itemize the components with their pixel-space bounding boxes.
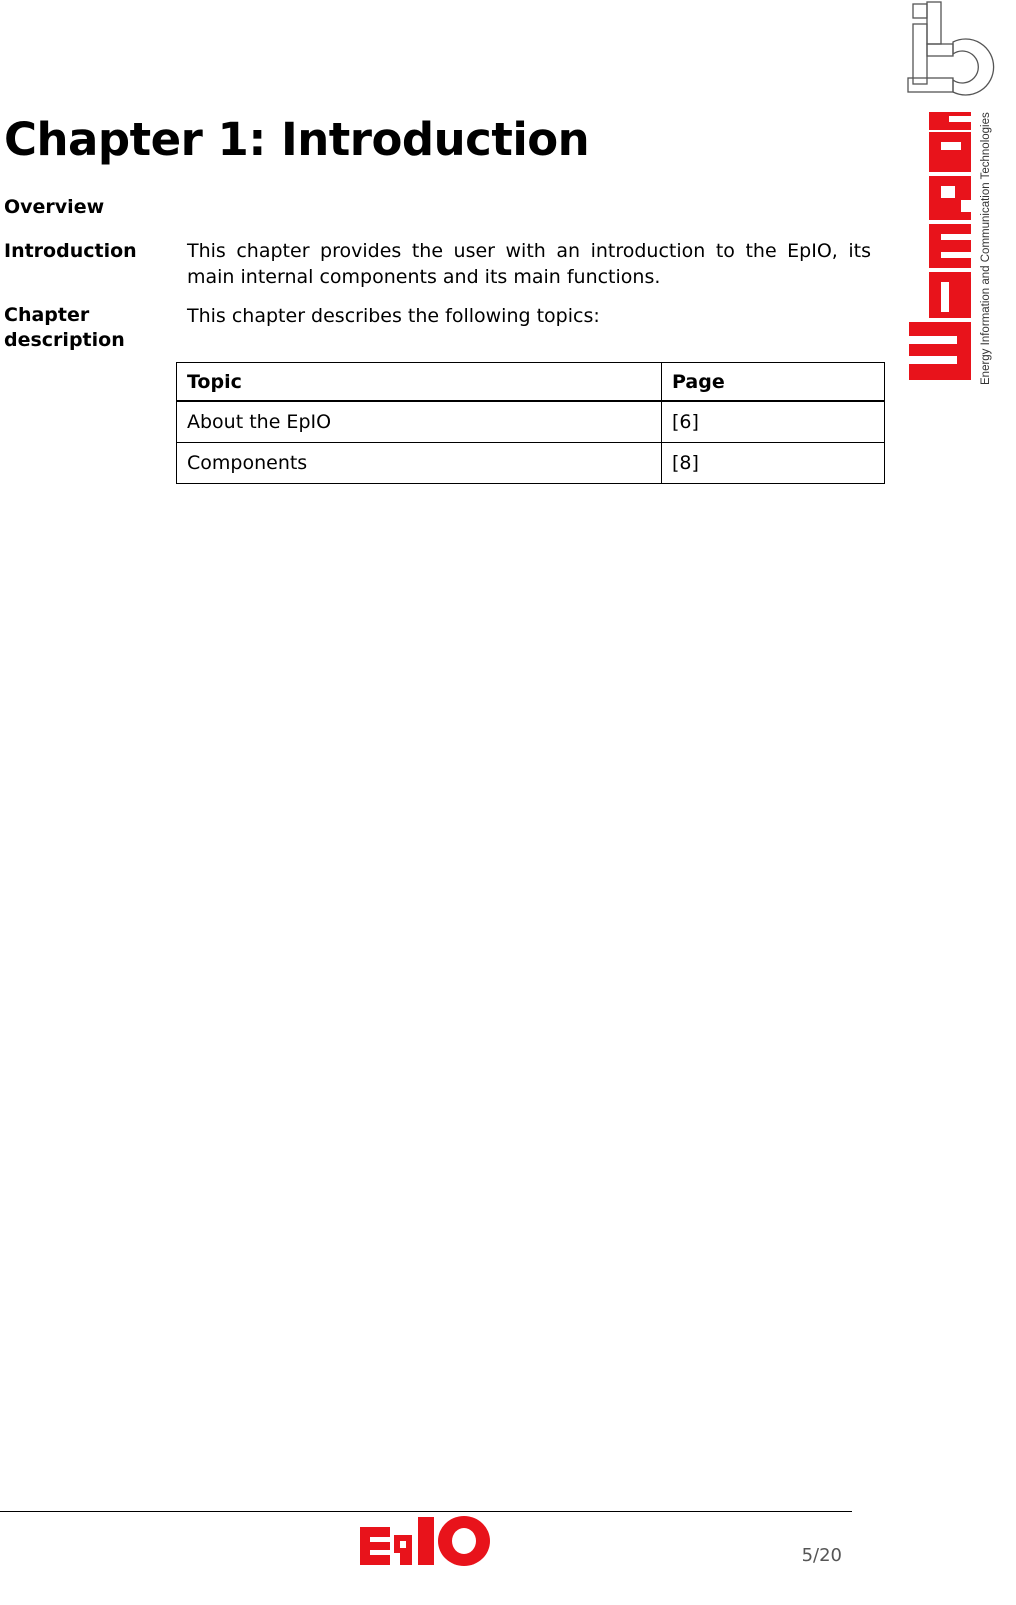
topics-table [176,362,885,484]
footer-divider [0,1511,852,1512]
overview-heading: Overview [4,196,105,218]
table-row [177,443,885,484]
table-header-row [177,363,885,402]
chapter-description-text: This chapter describes the following topics: [187,305,600,327]
table-cell-topic: About the EpIO [177,401,662,443]
chapter-description-label: Chapter description [4,304,125,351]
chapter-title: Chapter 1: Introduction [4,113,590,166]
energy-ict-logo [905,0,1000,390]
table-cell-page: [6] [662,401,885,443]
table-cell-page: [8] [662,443,885,484]
page-number: 5/20 [801,1545,842,1566]
table-cell-topic: Components [177,443,662,484]
table-header-page: Page [662,363,885,402]
introduction-text: This chapter provides the user with an introduction to the EpIO, its main internal components and its main functions. [187,240,871,288]
epio-logo [358,1513,492,1567]
svg-text:Energy Information and Communi: Energy Information and Communication Technologies [980,112,992,385]
table-header-topic: Topic [177,363,662,402]
introduction-label: Introduction [4,240,137,262]
table-row [177,401,885,443]
